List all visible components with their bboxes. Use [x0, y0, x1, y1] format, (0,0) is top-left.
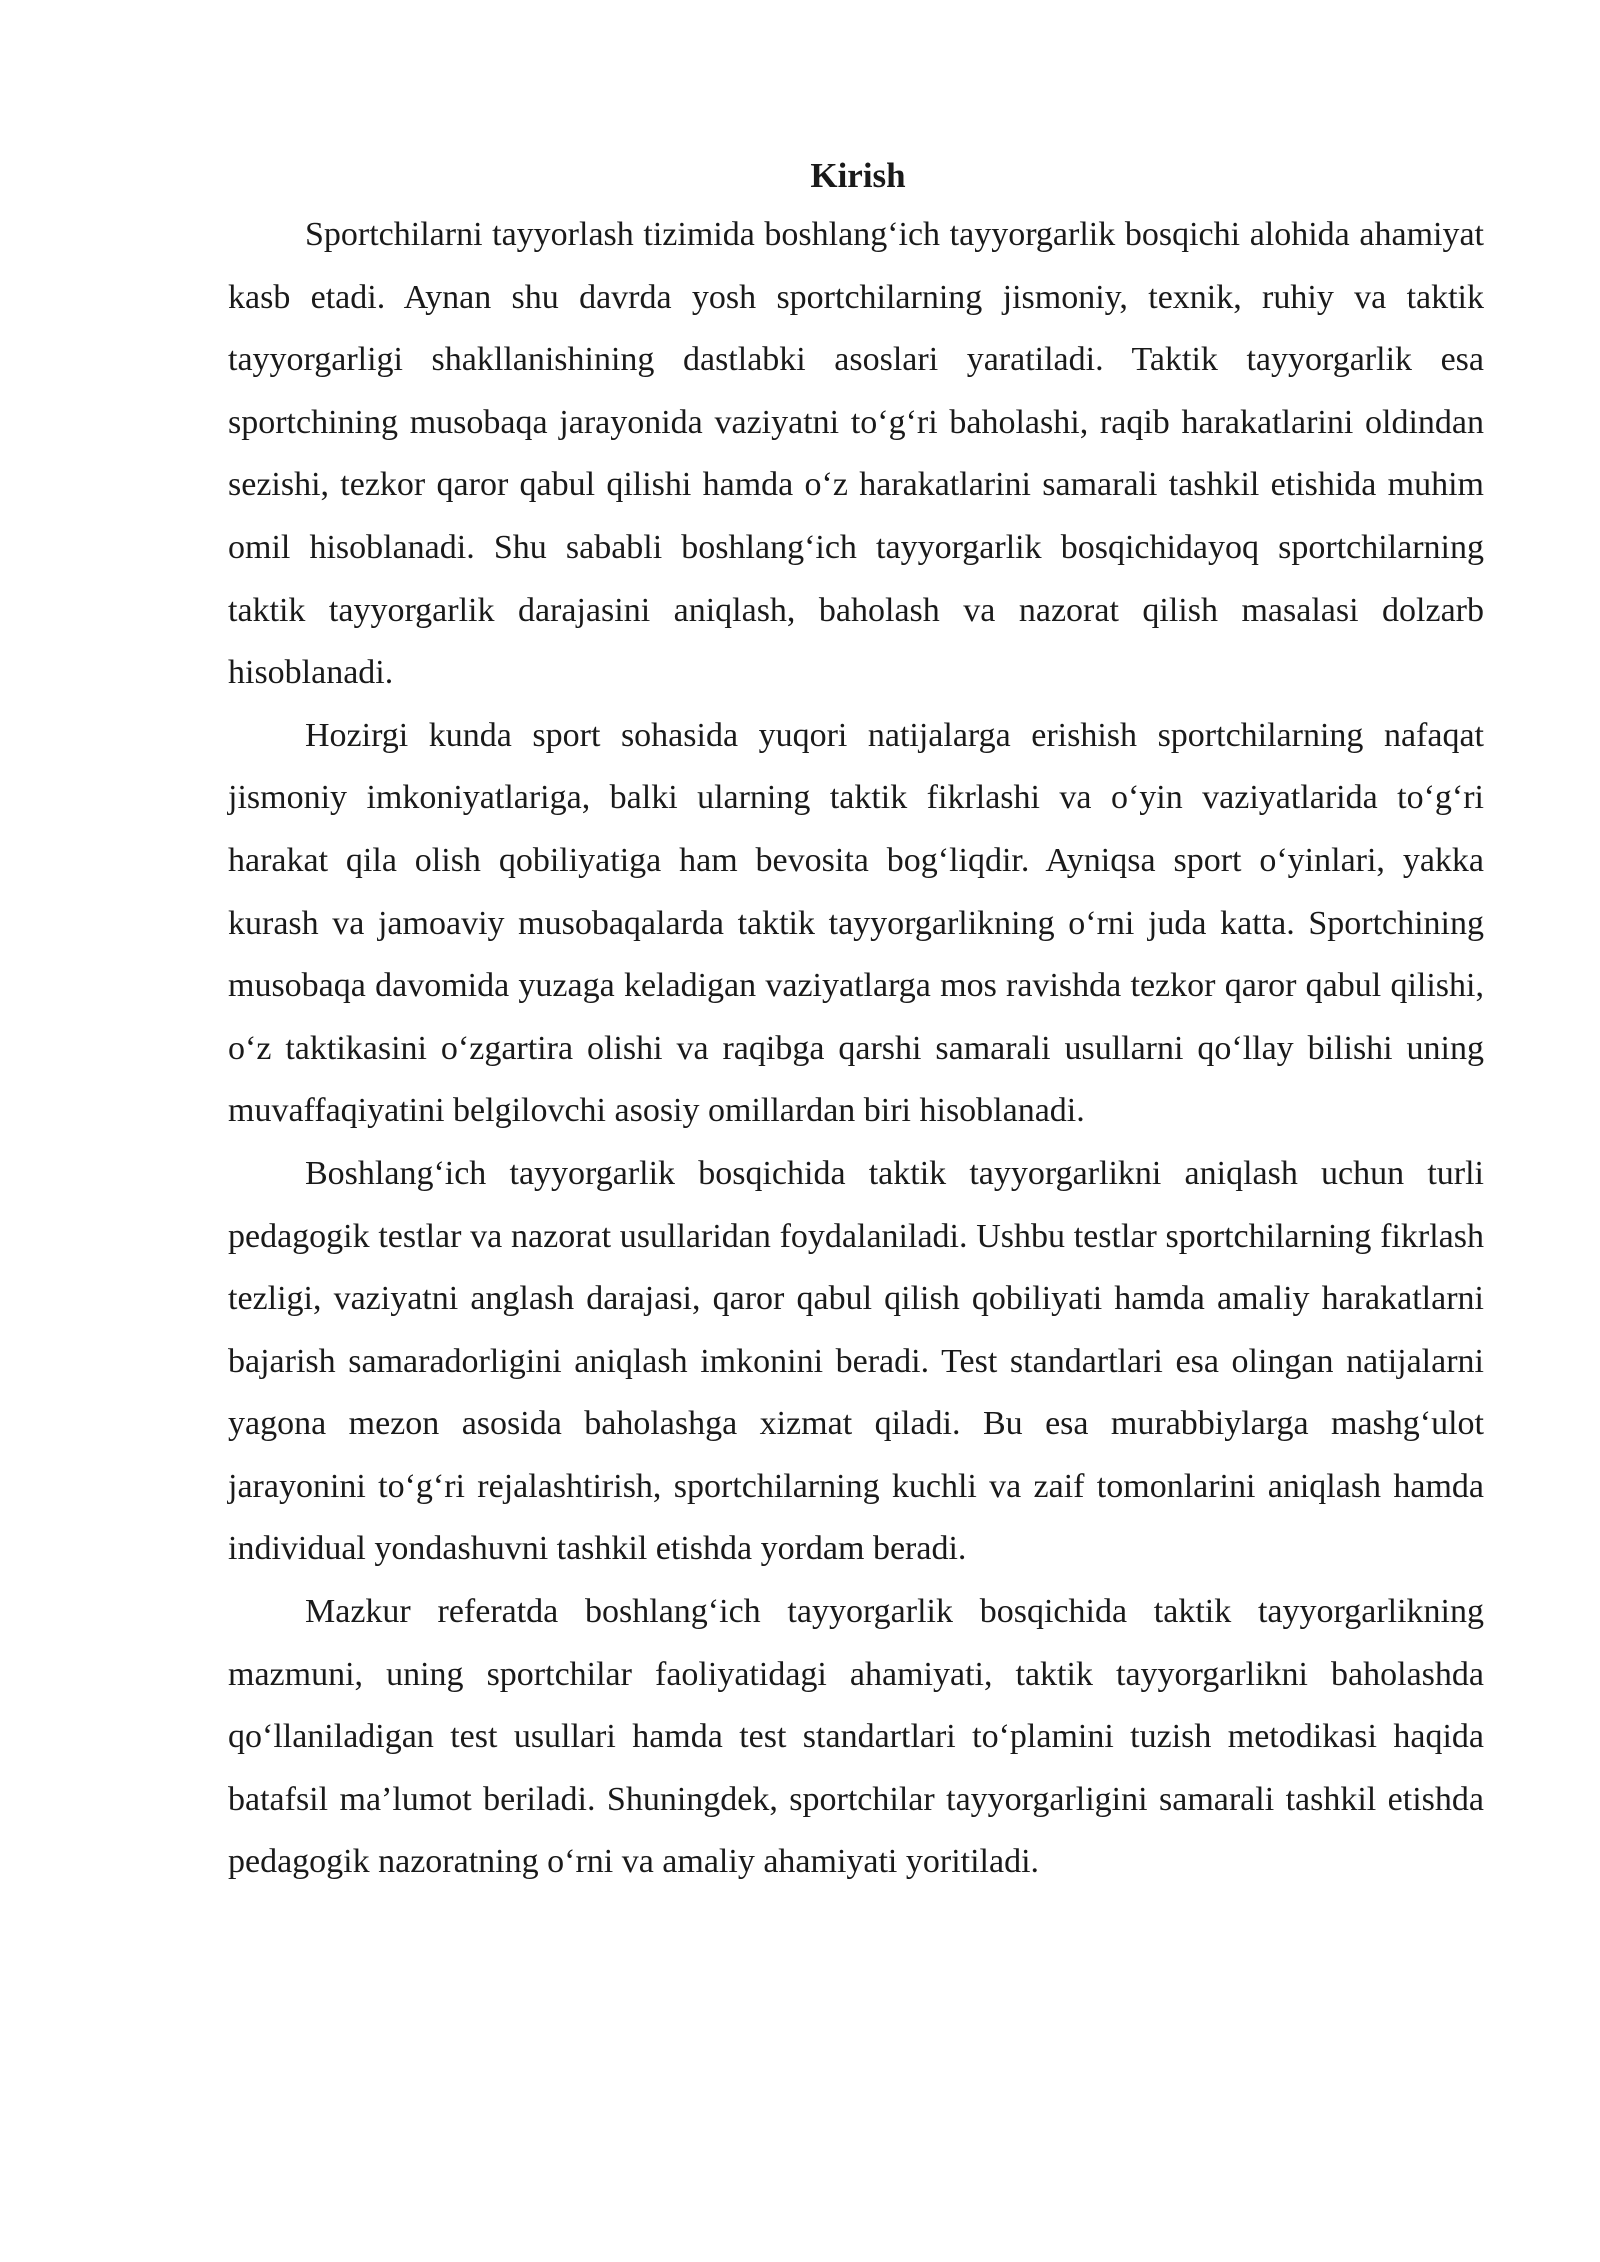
paragraph-2: Hozirgi kunda sport sohasida yuqori natijalarga erishish sportchilarning nafaqat jismoniy imkoniyatlariga, balki ularning taktik fikrlashi va o‘yin vaziyatlarida to‘g‘ri harakat qila olish qobiliyatiga ham bevosita bog‘liqdir. Ayniqsa sport o‘yinlari, yakka kurash va jamoaviy musobaqalarda taktik tayyorgarlikning o‘rni juda katta. Sportchining musobaqa davomida yuzaga keladigan vaziyatlarga mos ravishda tezkor qaror qabul qilishi, o‘z taktikasini o‘zgartira olishi va raqibga qarshi samarali usullarni qo‘llay bilishi uning muvaffaqiyatini belgilovchi asosiy omillardan biri hisoblanadi. [228, 716, 1484, 1130]
document-page [228, 148, 1484, 1894]
document-title: Kirish [810, 156, 906, 195]
paragraph-1: Sportchilarni tayyorlash tizimida boshlang‘ich tayyorgarlik bosqichi alohida ahamiyat kasb etadi. Aynan shu davrda yosh sportchilarning jismoniy, texnik, ruhiy va taktik tayyorgarligi shakllanishining dastlabki asoslari yaratiladi. Taktik tayyorgarlik esa sportchining musobaqa jarayonida vaziyatni to‘g‘ri baholashi, raqib harakatlarini oldindan sezishi, tezkor qaror qabul qilishi hamda o‘z harakatlarini samarali tashkil etishida muhim omil hisoblanadi. Shu sababli boshlang‘ich tayyorgarlik bosqichidayoq sportchilarning taktik tayyorgarlik darajasini aniqlash, baholash va nazorat qilish masalasi dolzarb hisoblanadi. [228, 216, 1484, 692]
paragraph-4: Mazkur referatda boshlang‘ich tayyorgarlik bosqichida taktik tayyorgarlikning mazmuni, uning sportchilar faoliyatidagi ahamiyati, taktik tayyorgarlikni baholashda qo‘llaniladigan test usullari hamda test standartlari to‘plamini tuzish metodikasi haqida batafsil ma’lumot beriladi. Shuningdek, sportchilar tayyorgarligini samarali tashkil etishda pedagogik nazoratning o‘rni va amaliy ahamiyati yoritiladi. [228, 1593, 1484, 1881]
paragraph-3: Boshlang‘ich tayyorgarlik bosqichida taktik tayyorgarlikni aniqlash uchun turli pedagogik testlar va nazorat usullaridan foydalaniladi. Ushbu testlar sportchilarning fikrlash tezligi, vaziyatni anglash darajasi, qaror qabul qilish qobiliyati hamda amaliy harakatlarni bajarish samaradorligini aniqlash imkonini beradi. Test standartlari esa olingan natijalarni yagona mezon asosida baholashga xizmat qiladi. Bu esa murabbiylarga mashg‘ulot jarayonini to‘g‘ri rejalashtirish, sportchilarning kuchli va zaif tomonlarini aniqlash hamda individual yondashuvni tashkil etishda yordam beradi. [228, 1154, 1484, 1568]
